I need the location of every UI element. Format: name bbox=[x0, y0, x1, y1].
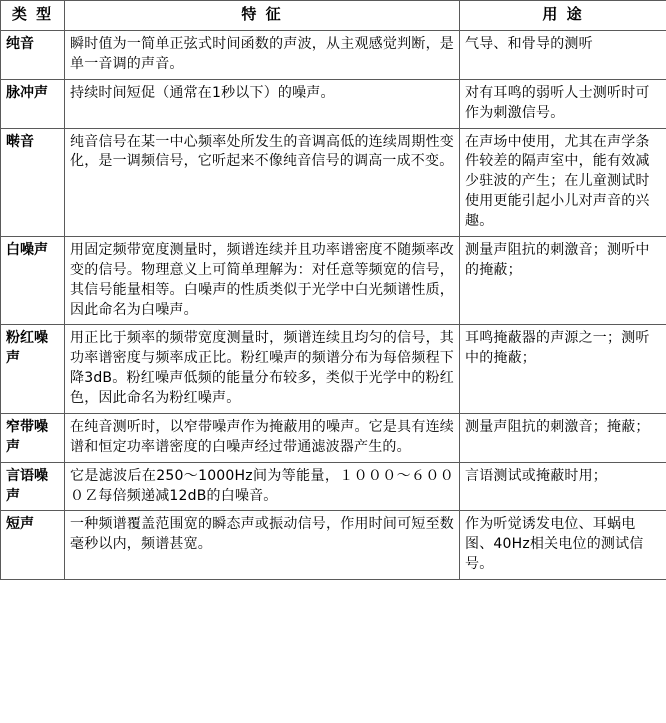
cell-feature: 纯音信号在某一中心频率处所发生的音调高低的连续周期性变化，是一调频信号，它听起来不像纯音信号的调高一成不变。 bbox=[65, 128, 460, 236]
cell-type: 白噪声 bbox=[1, 236, 65, 325]
cell-type: 言语噪声 bbox=[1, 462, 65, 511]
table-row bbox=[1, 128, 666, 236]
cell-type: 窄带噪声 bbox=[1, 413, 65, 462]
cell-type: 啭音 bbox=[1, 128, 65, 236]
cell-feature: 持续时间短促（通常在1秒以下）的噪声。 bbox=[65, 79, 460, 128]
cell-use: 在声场中使用，尤其在声学条件较差的隔声室中，能有效减少驻波的产生；在儿童测试时使用更能引起小儿对声音的兴趣。 bbox=[460, 128, 666, 236]
cell-use: 气导、和骨导的测听 bbox=[460, 31, 666, 80]
cell-use: 耳鸣掩蔽器的声源之一；测听中的掩蔽； bbox=[460, 325, 666, 414]
cell-feature: 在纯音测听时，以窄带噪声作为掩蔽用的噪声。它是具有连续谱和恒定功率谱密度的白噪声经过带通滤波器产生的。 bbox=[65, 413, 460, 462]
cell-feature: 用固定频带宽度测量时，频谱连续并且功率谱密度不随频率改变的信号。物理意义上可简单理解为：对任意等频宽的信号，其信号能量相等。白噪声的性质类似于光学中白光频谱性质，因此命名为白噪声。 bbox=[65, 236, 460, 325]
cell-type: 短声 bbox=[1, 511, 65, 580]
table-row bbox=[1, 325, 666, 414]
cell-use: 测量声阻抗的刺激音；掩蔽； bbox=[460, 413, 666, 462]
cell-use: 作为听觉诱发电位、耳蜗电图、40Hz相关电位的测试信号。 bbox=[460, 511, 666, 580]
column-header-feature: 特 征 bbox=[65, 1, 460, 31]
table-row bbox=[1, 511, 666, 580]
table-row bbox=[1, 79, 666, 128]
table-row bbox=[1, 413, 666, 462]
cell-type: 纯音 bbox=[1, 31, 65, 80]
cell-use: 言语测试或掩蔽时用； bbox=[460, 462, 666, 511]
cell-feature: 一种频谱覆盖范围宽的瞬态声或振动信号，作用时间可短至数毫秒以内，频谱甚宽。 bbox=[65, 511, 460, 580]
table-row bbox=[1, 462, 666, 511]
cell-feature: 用正比于频率的频带宽度测量时，频谱连续且均匀的信号，其功率谱密度与频率成正比。粉红噪声的频谱分布为每倍频程下降3dB。粉红噪声低频的能量分布较多，类似于光学中的粉红色，因此命名为粉红噪声。 bbox=[65, 325, 460, 414]
cell-use: 对有耳鸣的弱听人士测听时可作为刺激信号。 bbox=[460, 79, 666, 128]
table-header-row bbox=[1, 1, 666, 31]
cell-use: 测量声阻抗的刺激音；测听中的掩蔽； bbox=[460, 236, 666, 325]
table-row bbox=[1, 31, 666, 80]
column-header-use: 用 途 bbox=[460, 1, 666, 31]
column-header-type: 类 型 bbox=[1, 1, 65, 31]
table-row bbox=[1, 236, 666, 325]
cell-feature: 它是滤波后在250～1000Hz间为等能量，１０００～６０００Ｚ每倍频递减12dB的白噪音。 bbox=[65, 462, 460, 511]
cell-type: 脉冲声 bbox=[1, 79, 65, 128]
cell-feature: 瞬时值为一简单正弦式时间函数的声波，从主观感觉判断，是单一音调的声音。 bbox=[65, 31, 460, 80]
cell-type: 粉红噪声 bbox=[1, 325, 65, 414]
